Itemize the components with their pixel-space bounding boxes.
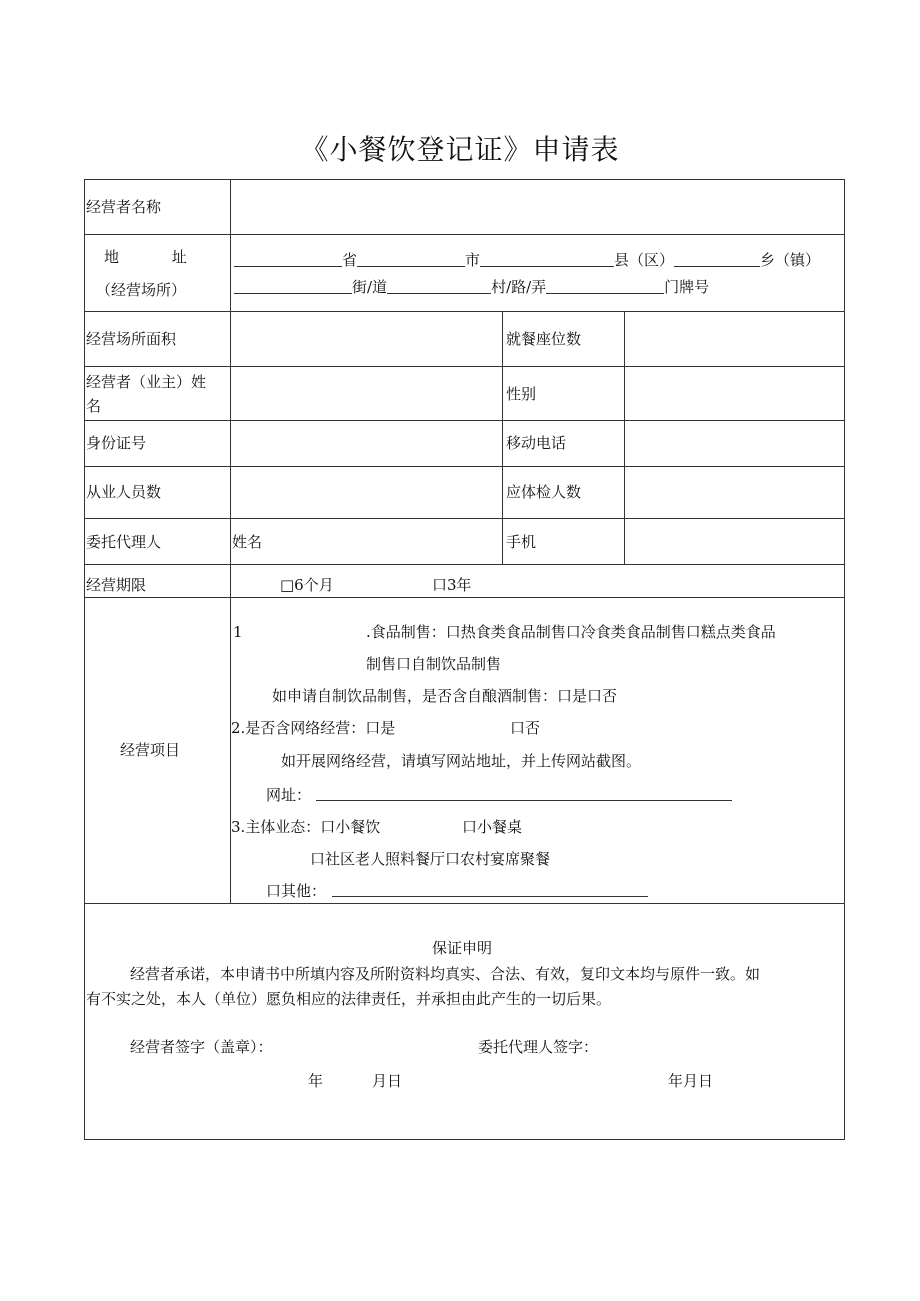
area-label: 经营场所面积 bbox=[86, 330, 177, 348]
agent-label: 委托代理人 bbox=[86, 533, 162, 551]
item-other[interactable]: 口其他： bbox=[266, 882, 327, 900]
staff-count-label: 从业人员数 bbox=[86, 483, 162, 501]
item-self-brewed[interactable]: 如申请自制饮品制售，是否含自酿酒制售：口是口否 bbox=[272, 687, 618, 705]
item-community-canteen[interactable]: 口社区老人照料餐厅口农村宴席聚餐 bbox=[310, 850, 551, 868]
business-items-label: 经营项目 bbox=[120, 741, 181, 759]
owner-date-month-day: 月日 bbox=[372, 1072, 403, 1090]
item-online-note: 如开展网络经营，请填写网站地址，并上传网站截图。 bbox=[281, 752, 642, 770]
province-field[interactable] bbox=[234, 252, 342, 267]
item-small-table[interactable]: 口小餐桌 bbox=[462, 818, 523, 836]
page-title: 《小餐饮登记证》申请表 bbox=[300, 133, 620, 166]
col-divider bbox=[230, 179, 231, 597]
row-divider bbox=[84, 564, 845, 565]
agent-name-label: 姓名 bbox=[232, 533, 263, 551]
website-label: 网址： bbox=[266, 786, 312, 804]
item-online-no[interactable]: 口否 bbox=[510, 719, 541, 737]
declaration-text-2: 有不实之处，本人（单位）愿负相应的法律责任，并承担由此产生的一切后果。 bbox=[86, 990, 612, 1008]
agent-signature-label: 委托代理人签字： bbox=[478, 1038, 599, 1056]
item-food-sales-cont[interactable]: 制售口自制饮品制售 bbox=[366, 655, 502, 673]
owner-signature-label: 经营者签字（盖章）： bbox=[130, 1038, 273, 1056]
declaration-text-1: 经营者承诺，本申请书中所填内容及所附资料均真实、合法、有效，复印文本均与原件一致。如 bbox=[130, 965, 761, 983]
period-label: 经营期限 bbox=[86, 576, 147, 594]
item-food-sales[interactable]: .食品制售：口热食类食品制售口冷食类食品制售口糕点类食品 bbox=[366, 623, 776, 641]
col-divider bbox=[230, 597, 231, 903]
address-sublabel: （经营场所） bbox=[96, 281, 187, 299]
owner-name-label: 经营者（业主）姓 bbox=[86, 373, 207, 391]
street-field[interactable] bbox=[234, 279, 352, 294]
other-input[interactable] bbox=[332, 882, 648, 897]
mobile-label: 移动电话 bbox=[506, 434, 567, 452]
address-label: 地 址 bbox=[104, 248, 187, 266]
exam-count-label: 应体检人数 bbox=[506, 483, 582, 501]
item-1-number: 1 bbox=[233, 623, 243, 641]
town-field[interactable] bbox=[674, 252, 760, 267]
id-number-label: 身份证号 bbox=[86, 434, 147, 452]
col-divider bbox=[502, 311, 503, 564]
website-input[interactable] bbox=[316, 786, 732, 801]
address-line-1: 省 市 县（区） 乡（镇） bbox=[234, 250, 820, 270]
period-6-months-checkbox[interactable]: □6个月 bbox=[280, 576, 334, 594]
item-small-restaurant[interactable]: 3.主体业态：口小餐饮 bbox=[231, 818, 381, 836]
owner-name-label-cont: 名 bbox=[86, 397, 102, 415]
agent-date: 年月日 bbox=[668, 1072, 714, 1090]
row-divider bbox=[84, 518, 845, 519]
operator-name-label: 经营者名称 bbox=[86, 198, 162, 216]
gender-label: 性别 bbox=[506, 385, 537, 403]
row-divider bbox=[84, 597, 845, 598]
village-field[interactable] bbox=[387, 279, 491, 294]
county-field[interactable] bbox=[480, 252, 614, 267]
item-online-yes[interactable]: 2.是否含网络经营：口是 bbox=[231, 719, 396, 737]
door-number-field[interactable] bbox=[546, 279, 664, 294]
row-divider bbox=[84, 420, 845, 421]
row-divider bbox=[84, 234, 845, 235]
city-field[interactable] bbox=[357, 252, 465, 267]
col-divider bbox=[624, 311, 625, 564]
address-line-2: 街/道 村/路/弄 门牌号 bbox=[234, 277, 709, 297]
row-divider bbox=[84, 903, 845, 904]
owner-date-year: 年 bbox=[308, 1072, 324, 1090]
period-3-years-checkbox[interactable]: 口3年 bbox=[432, 576, 472, 594]
declaration-heading: 保证申明 bbox=[432, 939, 493, 957]
row-divider bbox=[84, 466, 845, 467]
seats-label: 就餐座位数 bbox=[506, 330, 582, 348]
row-divider bbox=[84, 366, 845, 367]
row-divider bbox=[84, 311, 845, 312]
agent-phone-label: 手机 bbox=[506, 533, 537, 551]
